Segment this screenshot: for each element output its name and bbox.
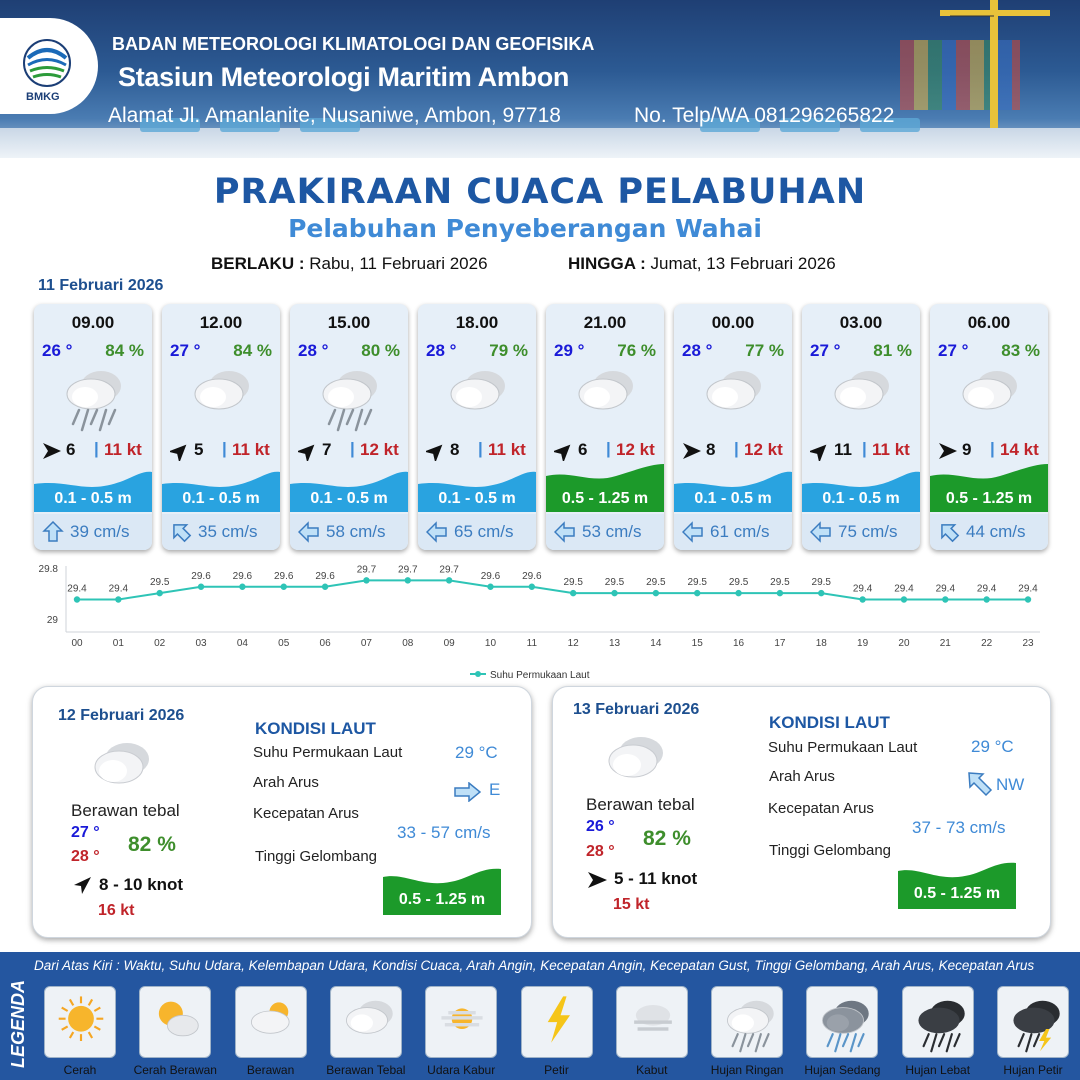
gust-speed: 12 kt [360,440,399,459]
current-arrow-w-icon [682,521,704,543]
data-label: 29.7 [398,564,418,576]
data-label: 29.4 [894,583,914,595]
forecast-card [802,304,920,550]
data-label: 29.5 [811,577,831,589]
legend-item-label: Hujan Petir [1003,1063,1063,1077]
overcast-icon [568,362,642,432]
sun-cloud-icon [146,993,206,1053]
forecast-time: 15.00 [327,313,371,332]
data-label: 29.5 [563,577,583,589]
legend-item-label: Udara Kabur [427,1063,496,1077]
air-temperature: 28 ° [682,341,713,360]
current-row [34,514,152,550]
overcast-icon [952,362,1026,432]
valid-from-label: BERLAKU : [211,254,305,273]
humidity: 83 % [1001,341,1040,360]
legend-swatch-dot [475,671,481,677]
data-point [281,584,287,590]
wave-label: Tinggi Gelombang [769,842,892,859]
rain-moderate-icon [813,993,873,1053]
legend-item [806,986,878,1058]
overcast-icon [91,737,155,789]
wave-height: 0.1 - 0.5 m [54,490,132,507]
data-point [74,596,80,602]
wave-height: 0.1 - 0.5 m [182,490,260,507]
wind-row [680,439,786,461]
data-label: 29.5 [604,577,625,589]
air-temperature: 27 ° [938,341,969,360]
page-title: PRAKIRAAN CUACA PELABUHAN [213,172,867,212]
wind-arrow-e-icon [938,441,958,461]
valid-from-value: Rabu, 11 Februari 2026 [309,254,488,273]
day-2-panel [32,686,532,938]
data-point [198,584,204,590]
gust-speed: 11 kt [872,440,910,459]
humidity: 81 % [873,341,912,360]
sst-value: 29 °C [455,743,498,762]
panel-gust: 15 kt [613,896,650,913]
rain-light-icon [312,362,386,432]
data-label: 29.5 [687,577,707,589]
wind-row [168,439,274,461]
station-name: Stasiun Meteorologi Maritim Ambon [118,62,570,92]
svg-text:LEGENDA: LEGENDA [8,979,28,1068]
data-label: 29.6 [191,570,211,582]
legend-item-label: Cerah Berawan [133,1063,217,1077]
wave-value: 0.5 - 1.25 m [398,891,486,908]
humidity: 76 % [617,341,656,360]
wave-height: 0.1 - 0.5 m [310,490,388,507]
data-point [653,590,659,596]
sun-icon [51,993,111,1053]
current-arrow-nw-icon [938,521,960,543]
forecast-time: 00.00 [711,313,755,332]
air-temperature: 28 ° [298,341,329,360]
data-label: 29.4 [67,583,87,595]
wave-height: 0.1 - 0.5 m [438,490,516,507]
haze-icon [432,993,492,1053]
wind-speed: 8 [450,440,460,459]
x-tick-label: 15 [691,638,703,649]
humidity: 84 % [233,341,272,360]
data-label: 29.6 [522,570,542,582]
x-tick-label: 04 [236,638,248,649]
overcast-icon [696,362,770,432]
panel-wind: 5 - 11 knot [614,869,698,888]
wind-separator: | [734,439,739,458]
data-label: 29.5 [646,577,666,589]
legend-item-label: Kabut [636,1063,668,1077]
legend-item [997,986,1069,1058]
wind-arrow-ne-icon [71,875,93,897]
data-label: 29.6 [315,570,335,582]
panel-temp-max: 28 ° [71,848,100,865]
current-speed: 58 cm/s [326,522,386,541]
wind-separator: | [350,439,355,458]
wind-speed: 11 [834,440,852,459]
current-row [802,514,920,550]
legend-item [235,986,307,1058]
wind-separator: | [222,439,227,458]
data-label: 29.4 [1018,583,1038,595]
data-label: 29.6 [480,570,501,582]
current-speed-label: Kecepatan Arus [768,800,874,817]
legend-item-label: Petir [544,1063,569,1077]
humidity: 77 % [745,341,784,360]
sea-temperature-chart [30,562,1050,687]
station-address: Alamat Jl. Amanlanite, Nusaniwe, Ambon, 97718 [108,104,561,127]
legend-description: Dari Atas Kiri : Waktu, Suhu Udara, Kelembapan Udara, Kondisi Cuaca, Arah Angin, Kecepatan Angin, Kecepatan Gust, Tinggi Gelombang, Arah Arus, Kecepatan Arus [34,958,1035,973]
wind-arrow-ne-icon [298,441,318,461]
cloud-sun-icon [242,993,302,1053]
wind-separator: | [478,439,483,458]
series-line [77,580,1028,599]
x-tick-label: 13 [608,638,621,649]
air-temperature: 27 ° [170,341,201,360]
legend-item-label: Hujan Sedang [804,1063,881,1077]
data-label: 29.6 [274,570,294,582]
legend-item-label: Hujan Ringan [710,1063,784,1077]
wind-arrow-ne-icon [170,441,190,461]
data-label: 29.4 [108,583,129,595]
data-label: 29.7 [439,564,459,576]
data-point [1025,596,1031,602]
wind-arrow-e-icon [586,869,608,891]
data-point [611,590,617,596]
x-tick-label: 12 [567,638,579,649]
legend-item-label: Hujan Lebat [905,1063,971,1077]
wind-speed: 6 [578,440,588,459]
legend-item [44,986,116,1058]
wind-speed: 6 [66,440,76,459]
panel-date: 13 Februari 2026 [573,701,700,718]
rain-heavy-icon [909,993,969,1053]
x-tick-label: 20 [898,638,910,649]
data-point [777,590,783,596]
current-speed-value: 37 - 73 cm/s [912,818,1006,837]
current-row [418,514,536,550]
air-temperature: 27 ° [810,341,841,360]
humidity: 79 % [489,341,528,360]
x-tick-label: 00 [71,638,83,649]
overcast-icon [184,362,258,432]
current-speed-value: 33 - 57 cm/s [397,823,491,842]
current-speed: 61 cm/s [710,522,770,541]
air-temperature: 28 ° [426,341,457,360]
data-label: 29.7 [356,564,377,576]
current-dir-label: Arah Arus [769,768,835,785]
wind-speed: 8 [706,440,716,459]
port-name: Pelabuhan Penyeberangan Wahai [288,214,762,243]
forecast-card [34,304,152,550]
x-tick-label: 01 [112,638,124,649]
current-speed: 53 cm/s [582,522,642,541]
forecast-time: 18.00 [455,313,499,332]
panel-gust: 16 kt [98,902,135,919]
wave-height: 0.5 - 1.25 m [945,490,1033,507]
data-point [901,596,907,602]
panel-humidity: 82 % [128,833,176,856]
legend-item [616,986,688,1058]
current-row [162,514,280,550]
current-arrow-w-icon [426,521,448,543]
day-3-panel [552,686,1051,938]
x-tick-label: 17 [774,638,786,649]
x-tick-label: 16 [733,638,745,649]
wind-arrow-e-icon [682,441,702,461]
legend-title [4,960,30,1070]
data-point [405,577,411,583]
data-point [156,590,162,596]
current-arrow-w-icon [298,521,320,543]
wind-separator: | [862,439,867,458]
gust-speed: 12 kt [744,440,783,459]
sst-label: Suhu Permukaan Laut [253,744,403,761]
data-point [694,590,700,596]
current-dir-value: E [489,780,501,799]
overcast-icon [440,362,514,432]
thunderstorm-icon [1004,993,1064,1053]
wind-row [296,439,402,461]
data-point [446,577,452,583]
current-speed: 35 cm/s [198,522,258,541]
header-banner [0,0,1080,158]
wind-separator: | [990,439,995,458]
day-1-date: 11 Februari 2026 [38,277,164,294]
x-tick-label: 02 [154,638,166,649]
fog-icon [623,993,683,1053]
data-point [735,590,741,596]
data-point [942,596,948,602]
forecast-time: 03.00 [839,313,883,332]
current-speed: 39 cm/s [70,522,130,541]
x-tick-label: 06 [319,638,331,649]
forecast-time: 06.00 [967,313,1011,332]
wind-arrow-ne-icon [554,441,574,461]
forecast-card [930,304,1048,550]
wind-row [936,439,1042,461]
y-tick-label: 29 [46,615,58,626]
x-tick-label: 10 [484,638,497,649]
current-speed-label: Kecepatan Arus [253,805,359,822]
current-row [290,514,408,550]
legend-item [902,986,974,1058]
legend-item [330,986,402,1058]
wind-speed: 7 [322,440,332,459]
current-row [674,514,792,550]
humidity: 84 % [105,341,144,360]
bmkg-logo-icon [22,38,72,88]
x-tick-label: 11 [526,638,538,649]
legend-item [425,986,497,1058]
logo-text: BMKG [26,91,60,103]
gust-speed: 11 kt [232,440,270,459]
forecast-time: 21.00 [583,313,627,332]
wind-arrow-e-icon [42,441,62,461]
data-label: 29.4 [852,583,873,595]
gust-speed: 12 kt [616,440,655,459]
current-speed: 75 cm/s [838,522,898,541]
current-arrow-e-icon [453,782,481,802]
x-tick-label: 14 [650,638,662,649]
sst-label: Suhu Permukaan Laut [768,739,918,756]
wave-height: 0.5 - 1.25 m [561,490,649,507]
legend-item-label: Cerah [63,1063,97,1077]
wind-row [40,439,146,461]
x-tick-label: 09 [443,638,455,649]
air-temperature: 26 ° [42,341,73,360]
forecast-time: 09.00 [71,313,115,332]
current-arrow-w-icon [810,521,832,543]
overcast-icon [337,993,397,1053]
data-point [363,577,369,583]
data-label: 29.5 [770,577,790,589]
wind-row [424,439,530,461]
data-point [529,584,535,590]
wave-value: 0.5 - 1.25 m [913,885,1001,902]
rain-light-icon [56,362,130,432]
wind-speed: 5 [194,440,204,459]
wind-separator: | [606,439,611,458]
current-dir-value: NW [996,775,1025,794]
x-tick-label: 18 [815,638,827,649]
wind-row [808,439,914,461]
data-point [570,590,576,596]
x-tick-label: 08 [402,638,414,649]
legend-item [139,986,211,1058]
legend-label: Suhu Permukaan Laut [490,670,590,681]
data-label: 29.4 [935,583,956,595]
terminal-floor [0,128,1080,158]
agency-name: BADAN METEOROLOGI KLIMATOLOGI DAN GEOFISIKA [112,34,595,54]
y-tick-label: 29.8 [38,564,58,575]
data-point [983,596,989,602]
legend-item-label: Berawan Tebal [326,1063,406,1077]
gust-speed: 11 kt [104,440,142,459]
current-arrow-nw-icon [967,771,993,797]
current-arrow-n-icon [42,521,64,543]
forecast-card [418,304,536,550]
wind-speed: 9 [962,440,972,459]
current-row [930,514,1048,550]
lightning-icon [528,993,588,1053]
valid-to [568,254,836,274]
data-point [239,584,245,590]
valid-from [211,254,488,274]
forecast-time: 12.00 [199,313,243,332]
overcast-icon [605,731,669,783]
x-tick-label: 07 [360,638,372,649]
forecast-card [162,304,280,550]
current-speed: 65 cm/s [454,522,514,541]
data-point [322,584,328,590]
data-label: 29.5 [728,577,749,589]
data-point [115,596,121,602]
data-label: 29.6 [232,570,253,582]
gust-speed: 14 kt [1000,440,1039,459]
wind-row [552,439,658,461]
panel-humidity: 82 % [643,827,691,850]
legend-item-label: Berawan [246,1063,295,1077]
sea-condition-heading: KONDISI LAUT [255,719,376,738]
station-phone: No. Telp/WA 081296265822 [634,104,895,127]
data-point [818,590,824,596]
panel-temp-max: 28 ° [586,843,615,860]
data-label: 29.4 [976,583,997,595]
data-label: 29.5 [149,577,170,589]
current-row [546,514,664,550]
x-tick-label: 21 [939,638,951,649]
panel-temp-min: 26 ° [586,818,615,835]
forecast-card [674,304,792,550]
data-point [487,584,493,590]
wind-separator: | [94,439,99,458]
sea-condition-heading: KONDISI LAUT [769,713,890,732]
wind-arrow-ne-icon [810,441,830,461]
valid-to-label: HINGGA : [568,254,646,273]
panel-wind: 8 - 10 knot [99,875,184,894]
sst-value: 29 °C [971,737,1014,756]
current-arrow-nw-icon [170,521,192,543]
panel-date: 12 Februari 2026 [58,707,185,724]
overcast-icon [824,362,898,432]
rain-light-icon [718,993,778,1053]
data-point [859,596,865,602]
x-tick-label: 19 [857,638,869,649]
current-arrow-w-icon [554,521,576,543]
wind-arrow-ne-icon [426,441,446,461]
x-tick-label: 05 [278,638,290,649]
x-tick-label: 23 [1022,638,1034,649]
panel-temp-min: 27 ° [71,824,100,841]
wave-height: 0.1 - 0.5 m [822,490,900,507]
x-tick-label: 22 [981,638,993,649]
panel-weather: Berawan tebal [71,801,180,820]
wave-label: Tinggi Gelombang [255,848,378,865]
x-tick-label: 03 [195,638,207,649]
legend-item [711,986,783,1058]
current-dir-label: Arah Arus [253,774,319,791]
gust-speed: 11 kt [488,440,526,459]
legend-item [521,986,593,1058]
valid-to-value: Jumat, 13 Februari 2026 [650,254,836,273]
humidity: 80 % [361,341,400,360]
current-speed: 44 cm/s [966,522,1026,541]
wave-height: 0.1 - 0.5 m [694,490,772,507]
forecast-card [546,304,664,550]
forecast-card [290,304,408,550]
air-temperature: 29 ° [554,341,585,360]
panel-weather: Berawan tebal [586,795,695,814]
